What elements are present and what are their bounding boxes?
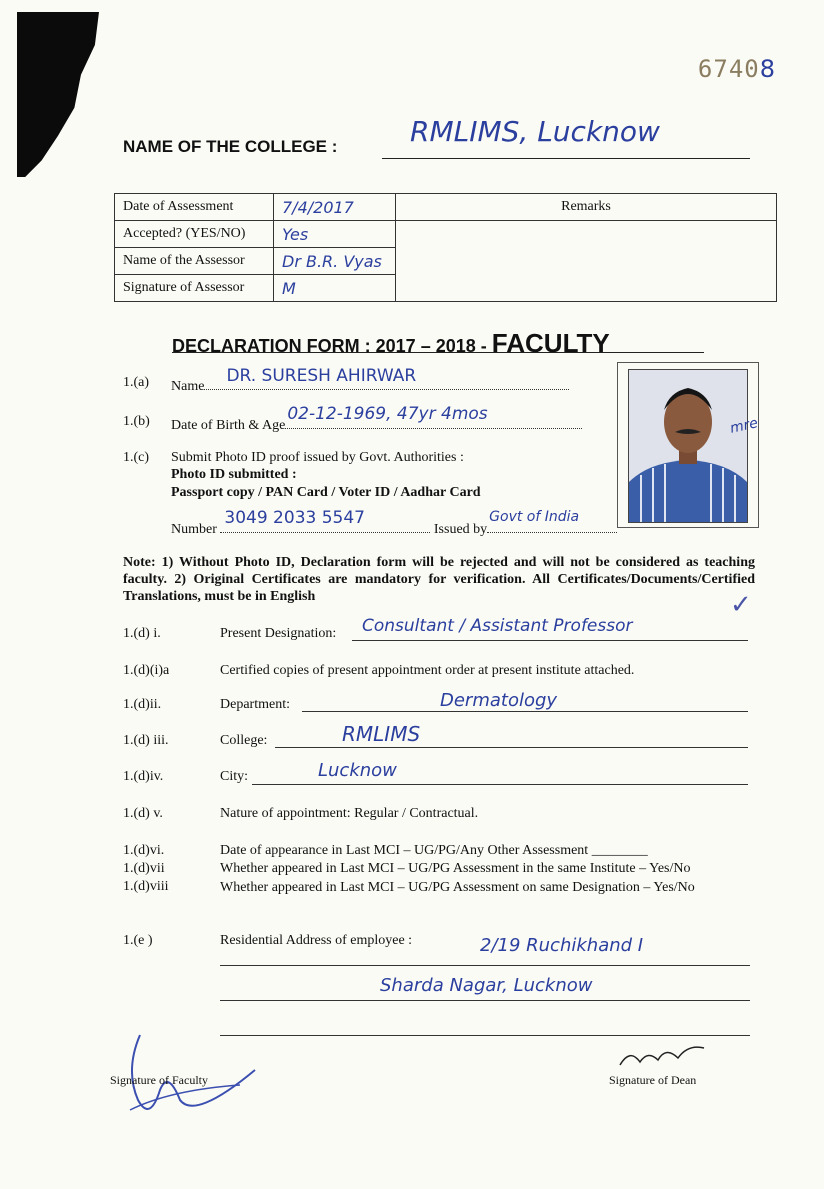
photo-id-submitted: Photo ID submitted : — [171, 467, 297, 482]
faculty-signature-label: Signature of Faculty — [110, 1073, 208, 1087]
field-number: 1.(d)(i)a — [123, 663, 170, 678]
dean-signature-mark — [618, 1040, 708, 1075]
assessment-label: Name of the Assessor — [115, 248, 274, 275]
serial-stamp-handwritten: 8 — [759, 55, 776, 83]
address-underline-2 — [220, 1000, 750, 1001]
assessment-label: Signature of Assessor — [115, 275, 274, 302]
table-row — [115, 194, 777, 221]
field-number: 1.(b) — [123, 414, 150, 429]
college-field-label: College: — [220, 733, 268, 748]
assessment-table — [114, 193, 777, 302]
name-field — [171, 366, 569, 395]
table-row — [115, 221, 777, 248]
field-number: 1.(d)ii. — [123, 697, 162, 712]
check-mark: ✓ — [730, 590, 752, 619]
nature-of-appointment: Nature of appointment: Regular / Contractual. — [220, 806, 479, 821]
title-underline — [172, 352, 704, 353]
college-label: NAME OF THE COLLEGE : — [123, 137, 338, 156]
field-number: 1.(d) i. — [123, 626, 161, 641]
college-value: RMLIMS, Lucknow — [410, 115, 660, 148]
designation-value: Consultant / Assistant Professor — [362, 616, 633, 636]
field-number: 1.(d) iii. — [123, 733, 169, 748]
dob-field — [171, 404, 582, 434]
mci-same-designation: Whether appeared in Last MCI – UG/PG Assessment on same Designation – Yes/No — [220, 880, 695, 895]
college-field-line — [275, 747, 748, 748]
remarks-cell — [396, 221, 777, 302]
photo-id-instruction: Submit Photo ID proof issued by Govt. Authorities : — [171, 450, 464, 465]
name-value: DR. SURESH AHIRWAR — [226, 366, 417, 386]
department-value: Dermatology — [440, 690, 558, 711]
dob-value: 02-12-1969, 47yr 4mos — [287, 404, 488, 424]
field-number: 1.(d) v. — [123, 806, 163, 821]
title-part3: - — [480, 336, 487, 356]
attestation-signature: mre — [728, 415, 760, 437]
mci-same-institute: Whether appeared in Last MCI – UG/PG Assessment in the same Institute – Yes/No — [220, 861, 691, 876]
designation-label: Present Designation: — [220, 626, 337, 641]
issued-dotted-line — [487, 509, 617, 533]
number-value: 3049 2033 5547 — [224, 508, 365, 528]
photo-id-types: Passport copy / PAN Card / Voter ID / Aadhar Card — [171, 485, 481, 500]
declaration-title — [172, 328, 610, 359]
department-label: Department: — [220, 697, 290, 712]
department-line — [302, 711, 748, 712]
city-line — [252, 784, 748, 785]
note-text: Note: 1) Without Photo ID, Declaration form will be rejected and will not be considered as teaching faculty. 2) Original Certificates are mandatory for verification. All Certificates/Documents/Certified Translations, must be in English — [123, 555, 755, 604]
appointment-order-label: Certified copies of present appointment order at present institute attached. — [220, 663, 635, 678]
assessment-label: Accepted? (YES/NO) — [115, 221, 274, 248]
address-line2: Sharda Nagar, Lucknow — [380, 975, 593, 996]
college-field-value: RMLIMS — [342, 722, 421, 746]
mci-last-assessment: Date of appearance in Last MCI – UG/PG/Any Other Assessment ________ — [220, 843, 648, 858]
dob-label: Date of Birth & Age — [171, 418, 286, 433]
assessment-signature: M — [274, 275, 396, 302]
issued-label: Issued by — [433, 522, 488, 537]
name-label: Name — [171, 379, 205, 394]
field-number: 1.(c) — [123, 450, 150, 465]
person-photo-icon — [629, 370, 747, 522]
college-underline — [382, 158, 750, 159]
remarks-header: Remarks — [396, 194, 777, 221]
issued-value: Govt of India — [489, 509, 580, 525]
address-label: Residential Address of employee : — [220, 933, 413, 948]
number-dotted-line — [220, 508, 430, 533]
address-underline-1 — [220, 965, 750, 966]
designation-line — [352, 640, 748, 641]
title-part2: – 2018 — [420, 336, 476, 356]
serial-stamp — [698, 55, 776, 83]
field-number: 1.(d)iv. — [123, 769, 164, 784]
assessment-value: 7/4/2017 — [274, 194, 396, 221]
field-number: 1.(d)vi. — [123, 843, 165, 858]
city-value: Lucknow — [318, 760, 397, 781]
address-underline-3 — [220, 1035, 750, 1036]
photo-id-number-row — [171, 508, 617, 538]
dean-signature-label: Signature of Dean — [609, 1073, 697, 1087]
field-number: 1.(e ) — [123, 933, 153, 948]
assessment-value: Yes — [274, 221, 396, 248]
field-number: 1.(d)vii — [123, 861, 165, 876]
field-number: 1.(a) — [123, 375, 150, 390]
address-line1: 2/19 Ruchikhand I — [480, 935, 644, 956]
assessment-label: Date of Assessment — [115, 194, 274, 221]
number-label: Number — [171, 522, 217, 537]
title-faculty: FACULTY — [491, 328, 610, 358]
city-label: City: — [220, 769, 249, 784]
name-dotted-line — [204, 366, 569, 390]
torn-corner — [17, 12, 99, 177]
title-part1: DECLARATION FORM : 2017 — [172, 336, 416, 356]
serial-stamp-printed: 6740 — [697, 55, 760, 83]
dob-dotted-line — [285, 404, 582, 429]
assessment-value: Dr B.R. Vyas — [274, 248, 396, 275]
field-number: 1.(d)viii — [123, 879, 169, 894]
faculty-photo — [628, 369, 748, 523]
